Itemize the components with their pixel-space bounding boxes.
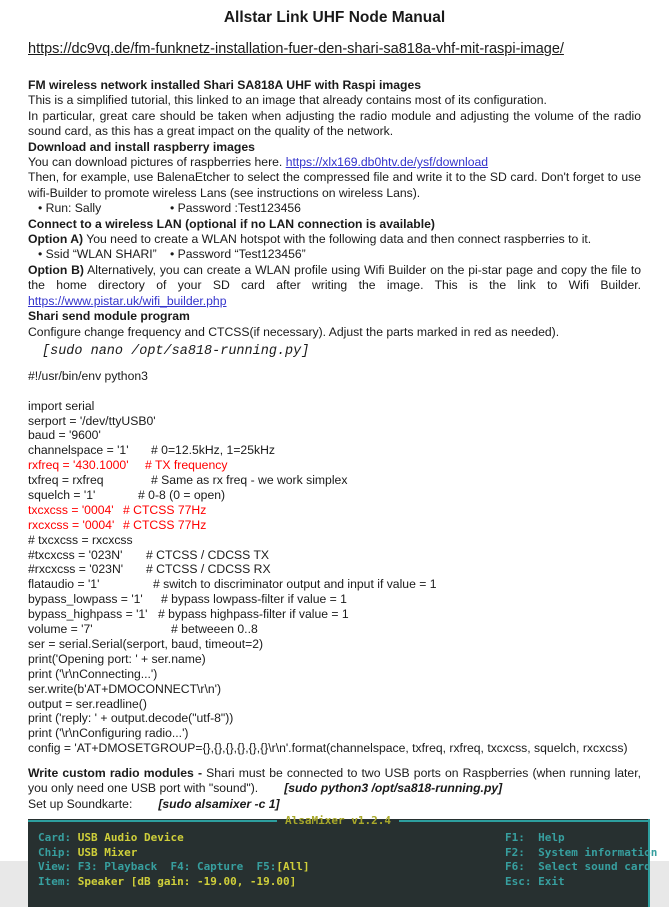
terminal-text-segment: Chip: <box>38 845 78 859</box>
write-modules-paragraph <box>28 766 641 797</box>
bullet-ssid: • Ssid “WLAN SHARI” <box>38 247 157 262</box>
outro-section <box>28 766 641 812</box>
code-line: print ('reply: ' + output.decode("utf-8")) <box>28 711 234 726</box>
terminal-title: AlsaMixer v1.2.4 <box>285 814 391 828</box>
code-comment: # 0-8 (0 = open) <box>138 488 226 503</box>
option-b-label: Option B) <box>28 262 84 277</box>
terminal-text-segment: Card: <box>38 831 78 845</box>
code-comment: # Same as rx freq - we work simplex <box>151 473 348 488</box>
download-url-link[interactable]: https://xlx169.db0htv.de/ysf/download <box>285 155 489 170</box>
download-link-line <box>28 155 641 170</box>
code-line: channelspace = '1' # 0=12.5kHz, 1=25kHz <box>28 443 275 458</box>
top-link-row <box>28 40 641 58</box>
soundcard-line <box>28 797 641 812</box>
code-comment: # TX frequency <box>145 458 228 473</box>
code-line: # txcxcss = rxcxcss <box>28 532 133 547</box>
code-comment: # CTCSS / CDCSS TX <box>146 547 270 562</box>
code-comment: # CTCSS 77Hz <box>123 502 207 517</box>
intro-heading: FM wireless network installed Shari SA818A UHF with Raspi images <box>28 78 422 92</box>
code-comment: # 0=12.5kHz, 1=25kHz <box>151 443 275 458</box>
wlan-heading: Connect to a wireless LAN (optional if no LAN connection is available) <box>28 216 435 231</box>
terminal-row <box>38 845 658 861</box>
terminal-text-segment: Speaker [dB gain: -19.00, -19.00] <box>77 874 297 888</box>
terminal-row <box>38 875 640 890</box>
terminal-body <box>28 829 658 889</box>
terminal-fkey-hint: F2: System information <box>505 845 658 859</box>
option-a-label: Option A) <box>28 232 84 247</box>
code-line: print ('\r\nConfiguring radio...') <box>28 726 189 741</box>
code-line: #rxcxcss = '023N' # CTCSS / CDCSS RX <box>28 562 271 577</box>
code-line: volume = '7' # betweeen 0..8 <box>28 622 258 637</box>
write-modules-lead: Write custom radio modules - <box>28 766 207 781</box>
code-line: flataudio = '1' # switch to discriminator output and input if value = 1 <box>28 577 437 592</box>
download-text2: Then, for example, use BalenaEtcher to select the compressed file and write it to the SD card. Don't forget to use wifi-Builder to promote wireless Lans (see instructions on wireless Lans). <box>28 170 641 200</box>
code-comment: # CTCSS 77Hz <box>123 517 207 532</box>
page-title: Allstar Link UHF Node Manual <box>223 9 446 26</box>
code-line <box>28 384 641 399</box>
terminal-text-segment: View: F3: Playback F4: Capture F5: <box>38 860 277 874</box>
soundcard-label: Set up Soundkarte: <box>28 796 133 811</box>
bullet-password: • Password :Test123456 <box>170 201 301 216</box>
code-line: rxfreq = '430.1000' # TX frequency <box>28 458 228 473</box>
shari-text: Configure change frequency and CTCSS(if necessary). Adjust the parts marked in red as needed). <box>28 324 560 339</box>
terminal-row <box>38 860 651 875</box>
code-line: bypass_lowpass = '1' # bypass lowpass-filter if value = 1 <box>28 592 347 607</box>
code-line: import serial <box>28 398 95 413</box>
code-line: bypass_highpass = '1' # bypass highpass-filter if value = 1 <box>28 607 349 622</box>
code-line: print('Opening port: ' + ser.name) <box>28 651 206 666</box>
bullet-wlan-password: • Password “Test123456” <box>170 247 306 262</box>
code-comment: # betweeen 0..8 <box>171 622 258 637</box>
wifi-builder-link[interactable]: https://www.pistar.uk/wifi_builder.php <box>28 293 227 308</box>
alsamixer-command: [sudo alsamixer -c 1] <box>158 796 280 811</box>
code-line: ser = serial.Serial(serport, baud, timeout=2) <box>28 636 264 651</box>
code-line: ser.write(b'AT+DMOCONNECT\r\n') <box>28 681 222 696</box>
code-comment: # bypass lowpass-filter if value = 1 <box>161 592 347 607</box>
terminal-text-segment: [All] <box>276 860 310 874</box>
titlebar-rule-left <box>28 820 277 822</box>
code-comment: # CTCSS / CDCSS RX <box>146 562 271 577</box>
write-modules-text: Shari must be connected to two USB ports on Raspberries (when running later, you only need one USB port with "sound"). <box>28 766 641 796</box>
alsamixer-terminal <box>28 814 658 907</box>
shari-heading: Shari send module program <box>28 309 190 324</box>
code-line: output = ser.readline() <box>28 696 147 711</box>
code-block <box>28 369 641 756</box>
wlan-bullets <box>28 247 641 262</box>
terminal-text-segment: Item: <box>38 874 78 888</box>
option-a-text: You need to create a WLAN hotspot with the following data and then connect raspberries to it. <box>83 232 592 247</box>
option-b-line <box>28 263 641 309</box>
source-url-link[interactable]: https://dc9vq.de/fm-funknetz-installation-fuer-den-shari-sa818a-vhf-mit-raspi-image/ <box>28 41 564 57</box>
terminal-text-segment: USB Audio Device <box>77 831 184 845</box>
code-line: rxcxcss = '0004' # CTCSS 77Hz <box>28 517 207 532</box>
option-b-text: Alternatively, you can create a WLAN profile using Wifi Builder on the pi-star page and copy the file to the home directory of your SD card after writing the image. This is the link to Wifi Builder. <box>28 262 641 293</box>
bullet-run: • Run: Sally <box>38 201 102 216</box>
code-line: #!/usr/bin/env python3 <box>28 368 148 383</box>
code-line: serport = '/dev/ttyUSB0' <box>28 413 156 428</box>
code-line: #txcxcss = '023N' # CTCSS / CDCSS TX <box>28 547 270 562</box>
code-line: print ('\r\nConnecting...') <box>28 666 158 681</box>
nano-command: [sudo nano /opt/sa818-running.py] <box>42 343 310 359</box>
code-comment: # bypass highpass-filter if value = 1 <box>158 607 349 622</box>
terminal-titlebar <box>28 814 648 829</box>
intro-line2: In particular, great care should be taken when adjusting the radio module and adjusting the volume of the radio sound card, as this has a great impact on the quality of the network. <box>28 108 641 139</box>
terminal-fkey-hint: F1: Help <box>505 831 565 845</box>
terminal-fkey-hint: F6: Select sound card <box>505 860 651 874</box>
credentials-bullets <box>28 201 641 216</box>
code-line: txcxcss = '0004' # CTCSS 77Hz <box>28 502 207 517</box>
titlebar-rule-right <box>399 820 648 822</box>
download-heading: Download and install raspberry images <box>28 139 255 154</box>
code-line: baud = '9600' <box>28 428 101 443</box>
code-line: txfreq = rxfreq # Same as rx freq - we work simplex <box>28 473 348 488</box>
terminal-text-segment: USB Mixer <box>77 845 138 859</box>
option-a-line <box>28 232 641 247</box>
code-line: squelch = '1' # 0-8 (0 = open) <box>28 488 226 503</box>
code-comment: # switch to discriminator output and input if value = 1 <box>153 577 437 592</box>
terminal-fkey-hint: Esc: Exit <box>505 874 565 888</box>
download-text: You can download pictures of raspberries here. <box>28 155 286 170</box>
terminal-row <box>38 831 640 846</box>
python-run-command: [sudo python3 /opt/sa818-running.py] <box>284 781 503 796</box>
intro-line1: This is a simplified tutorial, this linked to an image that already contains most of its configuration. <box>28 93 547 108</box>
code-line: config = 'AT+DMOSETGROUP={},{},{},{},{},{}\r\n'.format(channelspace, txfreq, rxfreq, txcxcss, squelch, rxcxcss) <box>28 741 628 756</box>
